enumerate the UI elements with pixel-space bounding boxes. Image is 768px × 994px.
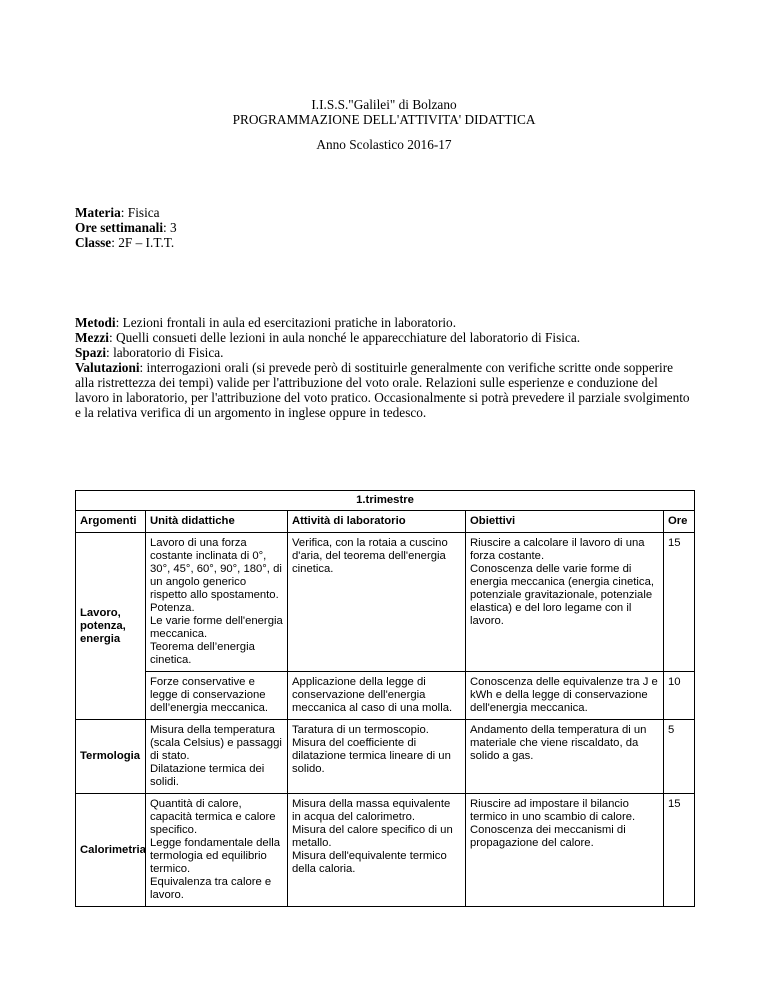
program-title: PROGRAMMAZIONE DELL'ATTIVITA' DIDATTICA — [232, 112, 536, 127]
ore-line — [75, 220, 177, 235]
mezzi-line — [75, 330, 695, 345]
table-title-row — [76, 491, 695, 511]
school-year: Anno Scolastico 2016-17 — [316, 137, 452, 152]
materia-value: : Fisica — [120, 205, 160, 220]
mezzi-value: : Quelli consueti delle lezioni in aula nonché le apparecchiature del laboratorio di Fisica. — [108, 330, 581, 345]
materia-label: Materia — [75, 205, 121, 220]
metodi-line — [75, 315, 695, 330]
metodi-label: Metodi — [75, 315, 116, 330]
obiettivi-cell: Riuscire ad impostare il bilancio termico in uno scambio di calore. Conoscenza dei meccanismi di propagazione del calore. — [466, 794, 664, 907]
classe-value: : 2F – I.T.T. — [111, 235, 175, 250]
course-info — [75, 205, 177, 250]
ore-cell: 15 — [664, 794, 695, 907]
classe-line — [75, 235, 177, 250]
program-table-wrapper — [75, 490, 694, 907]
attivita-cell: Misura della massa equivalente in acqua del calorimetro. Misura del calore specifico di un metallo. Misura dell'equivalente termico della caloria. — [288, 794, 466, 907]
ore-cell: 15 — [664, 533, 695, 672]
obiettivi-cell: Conoscenza delle equivalenze tra J e kWh e della legge di conservazione dell'energia meccanica. — [466, 672, 664, 720]
ore-cell: 5 — [664, 720, 695, 794]
materia-line — [75, 205, 177, 220]
argomento-cell: Calorimetria — [76, 794, 146, 907]
argomento-cell: Lavoro, potenza, energia — [76, 533, 146, 720]
header-unita: Unità didattiche — [146, 511, 288, 533]
metodi-value: : Lezioni frontali in aula ed esercitazioni pratiche in laboratorio. — [115, 315, 457, 330]
school-name: I.I.S.S."Galilei" di Bolzano — [311, 97, 457, 112]
unita-cell: Quantità di calore, capacità termica e calore specifico. Legge fondamentale della termologia ed equilibrio termico. Equivalenza tra calore e lavoro. — [146, 794, 288, 907]
program-table — [75, 490, 695, 907]
table-row — [76, 720, 695, 794]
spazi-value: : laboratorio di Fisica. — [106, 345, 224, 360]
obiettivi-cell: Riuscire a calcolare il lavoro di una forza costante. Conoscenza delle varie forme di energia meccanica (energia cinetica, potenziale gravitazionale, potenziale elastica) e del loro legame con il lavoro. — [466, 533, 664, 672]
spazi-label: Spazi — [75, 345, 107, 360]
valutazioni-line — [75, 360, 695, 420]
mezzi-label: Mezzi — [75, 330, 109, 345]
argomento-cell: Termologia — [76, 720, 146, 794]
unita-cell: Lavoro di una forza costante inclinata di 0°, 30°, 45°, 60°, 90°, 180°, di un angolo generico rispetto allo spostamento. Potenza. Le varie forme dell'energia meccanica. Teorema dell’energia cinetica. — [146, 533, 288, 672]
teaching-details — [75, 315, 695, 420]
table-header-row — [76, 511, 695, 533]
valutazioni-value: : interrogazioni orali (si prevede però di sostituirle generalmente con verifiche scritte onde sopperire alla ristrettezza dei tempi) valide per l'attribuzione del voto orale. Relazioni sulle esperienze e conduzione del lavoro in laboratorio, per l'attribuzione del voto pratico. Occasionalmente si potrà prevedere il parziale svolgimento e la relativa verifica di un argomento in inglese oppure in tedesco. — [75, 360, 690, 420]
valutazioni-label: Valutazioni — [75, 360, 140, 375]
header-obiettivi: Obiettivi — [466, 511, 664, 533]
unita-cell: Forze conservative e legge di conservazione dell’energia meccanica. — [146, 672, 288, 720]
ore-value: : 3 — [163, 220, 177, 235]
attivita-cell: Applicazione della legge di conservazione dell'energia meccanica al caso di una molla. — [288, 672, 466, 720]
table-title: 1.trimestre — [76, 491, 695, 511]
unita-cell: Misura della temperatura (scala Celsius) e passaggi di stato. Dilatazione termica dei solidi. — [146, 720, 288, 794]
header-attivita: Attività di laboratorio — [288, 511, 466, 533]
classe-label: Classe — [75, 235, 112, 250]
attivita-cell: Verifica, con la rotaia a cuscino d'aria, del teorema dell'energia cinetica. — [288, 533, 466, 672]
table-row — [76, 533, 695, 672]
ore-label: Ore settimanali — [75, 220, 164, 235]
obiettivi-cell: Andamento della temperatura di un materiale che viene riscaldato, da solido a gas. — [466, 720, 664, 794]
header-ore: Ore — [664, 511, 695, 533]
table-row — [76, 672, 695, 720]
table-row — [76, 794, 695, 907]
ore-cell: 10 — [664, 672, 695, 720]
attivita-cell: Taratura di un termoscopio. Misura del coefficiente di dilatazione termica lineare di un solido. — [288, 720, 466, 794]
spazi-line — [75, 345, 695, 360]
header-argomenti: Argomenti — [76, 511, 146, 533]
